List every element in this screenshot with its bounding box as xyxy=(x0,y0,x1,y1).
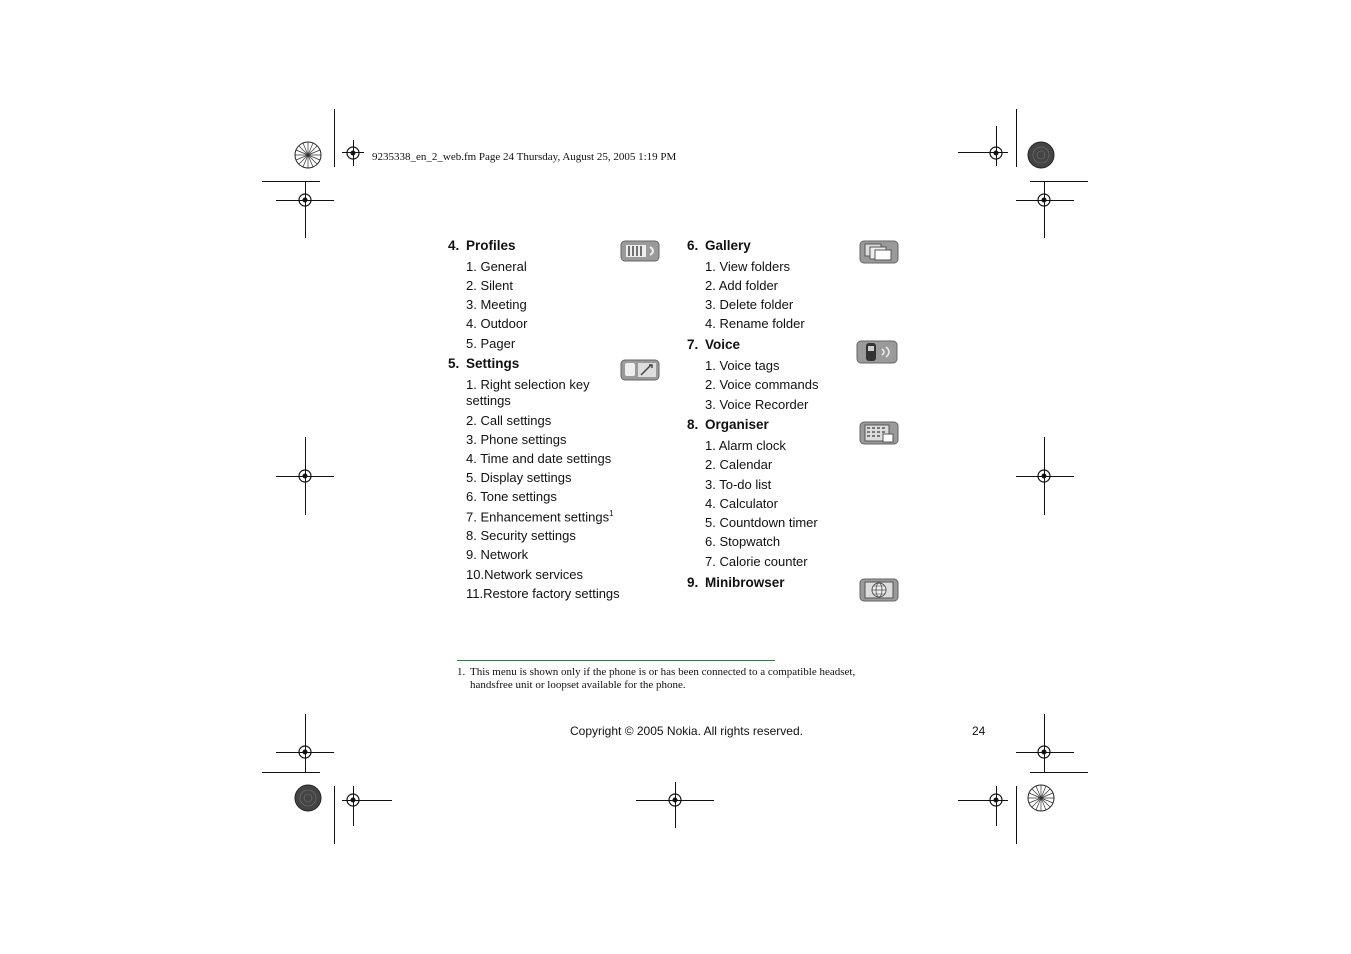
menu-item-meeting: 3. Meeting xyxy=(466,297,527,312)
color-target-icon xyxy=(1027,141,1055,169)
menu-item-right-selection-key-settings: 1. Right selection key settings xyxy=(466,377,590,408)
footnote-separator xyxy=(457,660,775,661)
footnote xyxy=(457,666,877,692)
minibrowser-icon xyxy=(859,577,901,605)
menu-item-outdoor: 4. Outdoor xyxy=(466,316,528,331)
footnote-text: This menu is shown only if the phone is or has been connected to a compatible headset, handsfree unit or loopset available for the phone. xyxy=(470,666,856,691)
menu-item-network: 9. Network xyxy=(466,547,529,562)
page-number: 24 xyxy=(972,724,986,738)
menu-item-alarm-clock: 1. Alarm clock xyxy=(705,438,786,453)
menu-item-calculator: 4. Calculator xyxy=(705,496,778,511)
color-target-icon xyxy=(294,784,322,812)
crosshair-icon xyxy=(987,144,1005,162)
copyright-notice: Copyright © 2005 Nokia. All rights reserved. xyxy=(570,724,803,738)
crosshair-icon xyxy=(666,791,684,809)
section-heading-profiles: 4. Profiles xyxy=(448,238,516,253)
footnote-reference: 1 xyxy=(609,509,614,518)
section-heading-voice: 7. Voice xyxy=(687,337,741,352)
crosshair-icon xyxy=(1035,467,1053,485)
menu-item-pager: 5. Pager xyxy=(466,336,516,351)
menu-item-security-settings: 8. Security settings xyxy=(466,528,576,543)
gallery-icon xyxy=(859,239,901,267)
menu-item-calendar: 2. Calendar xyxy=(705,457,773,472)
menu-item-add-folder: 2. Add folder xyxy=(705,278,778,293)
menu-item-time-and-date-settings: 4. Time and date settings xyxy=(466,451,612,466)
menu-item-view-folders: 1. View folders xyxy=(705,259,791,274)
footnote-number: 1. xyxy=(457,666,466,678)
menu-item-rename-folder: 4. Rename folder xyxy=(705,316,805,331)
crosshair-icon xyxy=(344,144,362,162)
print-header: 9235338_en_2_web.fm Page 24 Thursday, August 25, 2005 1:19 PM xyxy=(372,151,677,163)
menu-item-general: 1. General xyxy=(466,259,527,274)
menu-item-voice-recorder: 3. Voice Recorder xyxy=(705,397,809,412)
menu-item-network-services: 10.Network services xyxy=(466,567,584,582)
menu-item-stopwatch: 6. Stopwatch xyxy=(705,534,781,549)
menu-item-silent: 2. Silent xyxy=(466,278,513,293)
menu-item-tone-settings: 6. Tone settings xyxy=(466,489,557,504)
section-heading-settings: 5. Settings xyxy=(448,356,520,371)
profiles-icon xyxy=(620,239,662,265)
menu-item-voice-tags: 1. Voice tags xyxy=(705,358,780,373)
menu-item-restore-factory-settings: 11.Restore factory settings xyxy=(466,586,620,601)
menu-item-phone-settings: 3. Phone settings xyxy=(466,432,567,447)
crosshair-icon xyxy=(296,467,314,485)
menu-item-display-settings: 5. Display settings xyxy=(466,470,572,485)
crosshair-icon xyxy=(344,791,362,809)
menu-item-delete-folder: 3. Delete folder xyxy=(705,297,794,312)
menu-item-countdown-timer: 5. Countdown timer xyxy=(705,515,818,530)
menu-item-enhancement-settings: 7. Enhancement settings$^1$ xyxy=(466,509,614,525)
section-heading-gallery: 6. Gallery xyxy=(687,238,751,253)
crosshair-icon xyxy=(296,743,314,761)
crosshair-icon xyxy=(1035,191,1053,209)
settings-icon xyxy=(620,358,662,384)
crosshair-icon xyxy=(296,191,314,209)
menu-item-to-do-list: 3. To-do list xyxy=(705,477,772,492)
section-heading-minibrowser: 9. Minibrowser xyxy=(687,575,785,590)
organiser-icon xyxy=(859,420,901,448)
menu-item-calorie-counter: 7. Calorie counter xyxy=(705,554,808,569)
section-heading-organiser: 8. Organiser xyxy=(687,417,769,432)
menu-item-call-settings: 2. Call settings xyxy=(466,413,552,428)
crosshair-icon xyxy=(1035,743,1053,761)
menu-item-voice-commands: 2. Voice commands xyxy=(705,377,819,392)
crosshair-icon xyxy=(987,791,1005,809)
voice-icon xyxy=(856,339,902,367)
registration-target-icon xyxy=(1027,784,1055,812)
